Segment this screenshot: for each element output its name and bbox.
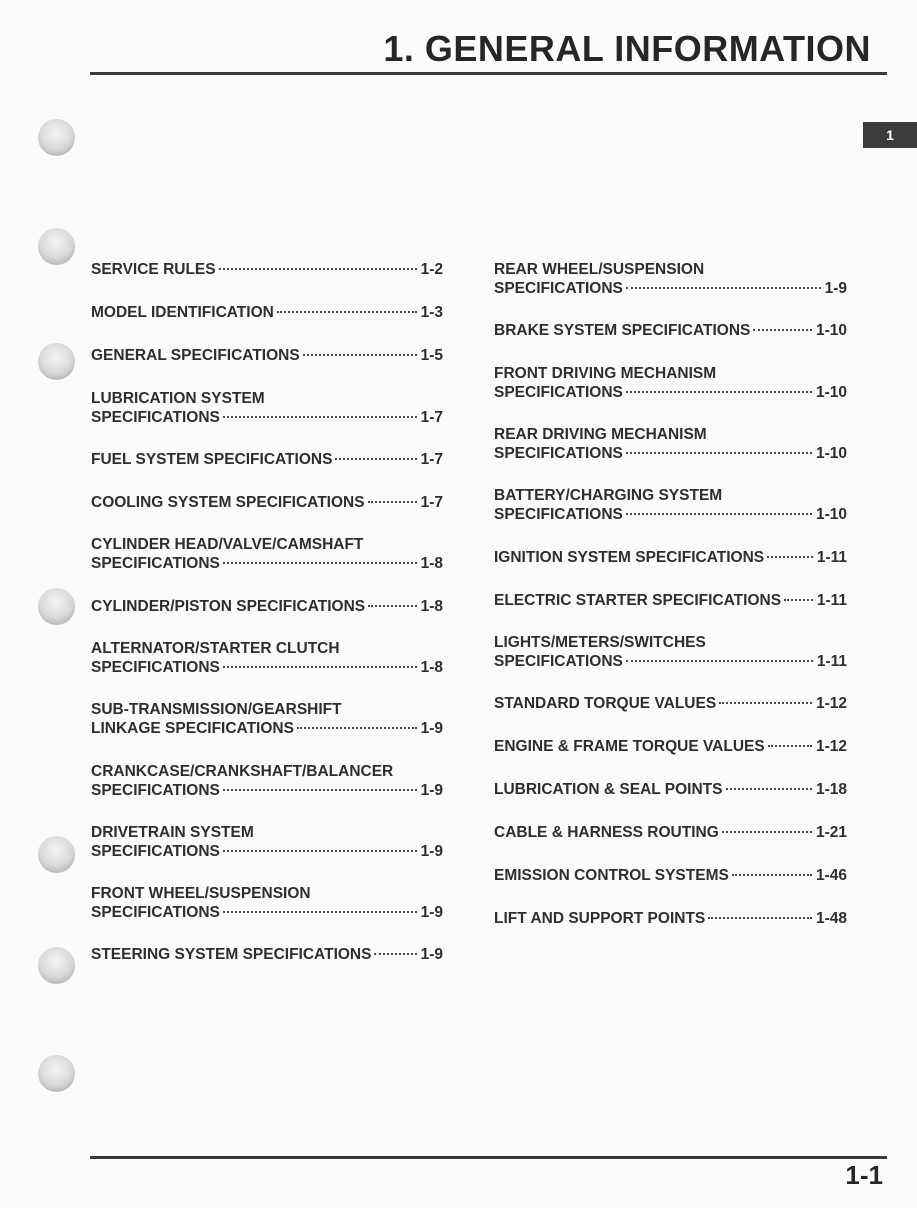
toc-entry-label-line1: ALTERNATOR/STARTER CLUTCH xyxy=(91,640,340,657)
toc-entry-page: 1-8 xyxy=(420,598,443,615)
toc-entry-page: 1-9 xyxy=(420,904,443,921)
toc-entry-label: EMISSION CONTROL SYSTEMS xyxy=(494,867,729,884)
toc-entry-page: 1-3 xyxy=(420,304,443,321)
toc-entry-crankcase[interactable] xyxy=(91,762,443,800)
toc-entry-page: 1-8 xyxy=(420,659,443,676)
toc-entry-page: 1-46 xyxy=(815,867,847,884)
toc-entry-emission-control[interactable] xyxy=(494,866,847,885)
toc-entry-cooling-system[interactable] xyxy=(91,493,443,512)
toc-entry-general-specifications[interactable] xyxy=(91,346,443,365)
toc-entry-standard-torque[interactable] xyxy=(494,694,847,713)
toc-entry-page: 1-7 xyxy=(420,494,443,511)
leader-dots xyxy=(753,329,812,331)
section-tab: 1 xyxy=(863,122,917,148)
toc-entry-label: SERVICE RULES xyxy=(91,261,216,278)
toc-entry-label: SPECIFICATIONS xyxy=(91,409,220,426)
toc-entry-label: SPECIFICATIONS xyxy=(494,445,623,462)
toc-entry-page: 1-9 xyxy=(420,946,443,963)
toc-entry-lubrication-seal[interactable] xyxy=(494,780,847,799)
toc-entry-label-line1: FRONT WHEEL/SUSPENSION xyxy=(91,885,311,902)
toc-entry-page: 1-9 xyxy=(420,782,443,799)
toc-entry-page: 1-10 xyxy=(815,445,847,462)
toc-entry-label: ENGINE & FRAME TORQUE VALUES xyxy=(494,738,765,755)
toc-entry-label: SPECIFICATIONS xyxy=(91,782,220,799)
toc-entry-lift-support[interactable] xyxy=(494,909,847,928)
table-of-contents xyxy=(0,258,917,978)
toc-entry-service-rules[interactable] xyxy=(91,260,443,279)
leader-dots xyxy=(626,513,812,515)
toc-entry-page: 1-18 xyxy=(815,781,847,798)
toc-entry-label: CABLE & HARNESS ROUTING xyxy=(494,824,719,841)
toc-entry-drivetrain[interactable] xyxy=(91,823,443,861)
toc-entry-model-identification[interactable] xyxy=(91,303,443,322)
toc-entry-page: 1-9 xyxy=(824,280,847,297)
page-title: 1. GENERAL INFORMATION xyxy=(383,28,871,69)
page-number: 1-1 xyxy=(845,1160,883,1190)
toc-entry-page: 1-21 xyxy=(815,824,847,841)
toc-entry-fuel-system[interactable] xyxy=(91,450,443,469)
toc-entry-label: SPECIFICATIONS xyxy=(91,904,220,921)
toc-entry-front-driving[interactable] xyxy=(494,364,847,402)
toc-entry-label-line1: LUBRICATION SYSTEM xyxy=(91,390,265,407)
toc-entry-page: 1-10 xyxy=(815,384,847,401)
toc-entry-page: 1-8 xyxy=(420,555,443,572)
toc-entry-label-line1: CYLINDER HEAD/VALVE/CAMSHAFT xyxy=(91,536,364,553)
toc-entry-label: MODEL IDENTIFICATION xyxy=(91,304,274,321)
leader-dots xyxy=(732,874,812,876)
binder-hole-icon xyxy=(38,119,75,156)
toc-entry-page: 1-12 xyxy=(815,738,847,755)
leader-dots xyxy=(784,599,813,601)
leader-dots xyxy=(368,605,416,607)
leader-dots xyxy=(223,789,417,791)
toc-entry-page: 1-7 xyxy=(420,451,443,468)
toc-entry-alternator[interactable] xyxy=(91,639,443,677)
toc-entry-label: ELECTRIC STARTER SPECIFICATIONS xyxy=(494,592,782,609)
leader-dots xyxy=(223,416,417,418)
leader-dots xyxy=(303,354,417,356)
leader-dots xyxy=(368,501,417,503)
leader-dots xyxy=(223,562,417,564)
toc-entry-page: 1-5 xyxy=(420,347,443,364)
leader-dots xyxy=(223,850,417,852)
leader-dots xyxy=(219,268,417,270)
leader-dots xyxy=(722,831,812,833)
toc-entry-page: 1-7 xyxy=(420,409,443,426)
toc-entry-electric-starter[interactable] xyxy=(494,591,847,610)
toc-entry-sub-transmission[interactable] xyxy=(91,700,443,738)
toc-entry-label: CYLINDER/PISTON SPECIFICATIONS xyxy=(91,598,366,615)
toc-entry-label: COOLING SYSTEM SPECIFICATIONS xyxy=(91,494,365,511)
toc-entry-cylinder-piston[interactable] xyxy=(91,597,443,616)
toc-entry-lubrication-system[interactable] xyxy=(91,389,443,427)
toc-entry-label: LIFT AND SUPPORT POINTS xyxy=(494,910,706,927)
leader-dots xyxy=(223,666,417,668)
toc-entry-front-wheel[interactable] xyxy=(91,884,443,922)
toc-entry-label: IGNITION SYSTEM SPECIFICATIONS xyxy=(494,549,765,566)
leader-dots xyxy=(277,311,417,313)
toc-entry-rear-driving[interactable] xyxy=(494,425,847,463)
toc-entry-page: 1-10 xyxy=(815,506,847,523)
toc-entry-label: SPECIFICATIONS xyxy=(91,843,220,860)
toc-entry-ignition-system[interactable] xyxy=(494,548,847,567)
toc-entry-lights-meters[interactable] xyxy=(494,633,847,671)
toc-entry-page: 1-11 xyxy=(816,549,847,566)
toc-entry-label-line1: LIGHTS/METERS/SWITCHES xyxy=(494,634,706,651)
toc-entry-label-line1: FRONT DRIVING MECHANISM xyxy=(494,365,717,382)
toc-entry-label-line1: CRANKCASE/CRANKSHAFT/BALANCER xyxy=(91,763,394,780)
leader-dots xyxy=(626,452,812,454)
toc-entry-battery-charging[interactable] xyxy=(494,486,847,524)
toc-entry-page: 1-12 xyxy=(815,695,847,712)
toc-entry-label: SPECIFICATIONS xyxy=(494,280,623,297)
leader-dots xyxy=(223,911,417,913)
toc-entry-label: LUBRICATION & SEAL POINTS xyxy=(494,781,723,798)
toc-entry-label: LINKAGE SPECIFICATIONS xyxy=(91,720,294,737)
toc-entry-brake-system[interactable] xyxy=(494,321,847,340)
leader-dots xyxy=(726,788,812,790)
toc-entry-label: SPECIFICATIONS xyxy=(494,384,623,401)
toc-entry-label: STANDARD TORQUE VALUES xyxy=(494,695,717,712)
toc-entry-page: 1-9 xyxy=(420,720,443,737)
leader-dots xyxy=(626,660,813,662)
toc-entry-engine-frame-torque[interactable] xyxy=(494,737,847,756)
toc-entry-label-line1: REAR DRIVING MECHANISM xyxy=(494,426,707,443)
leader-dots xyxy=(708,917,812,919)
leader-dots xyxy=(297,727,417,729)
title-divider xyxy=(90,72,887,75)
toc-entry-cylinder-head[interactable] xyxy=(91,535,443,573)
leader-dots xyxy=(768,745,812,747)
toc-entry-label: SPECIFICATIONS xyxy=(494,506,623,523)
toc-entry-cable-harness[interactable] xyxy=(494,823,847,842)
leader-dots xyxy=(626,287,821,289)
toc-entry-page: 1-9 xyxy=(420,843,443,860)
toc-entry-label-line1: DRIVETRAIN SYSTEM xyxy=(91,824,254,841)
toc-entry-page: 1-48 xyxy=(815,910,847,927)
leader-dots xyxy=(719,702,812,704)
leader-dots xyxy=(374,953,416,955)
toc-entry-label: GENERAL SPECIFICATIONS xyxy=(91,347,300,364)
toc-entry-page: 1-10 xyxy=(815,322,847,339)
footer-divider xyxy=(90,1156,887,1159)
toc-entry-label-line1: SUB-TRANSMISSION/GEARSHIFT xyxy=(91,701,342,718)
toc-entry-label-line1: REAR WHEEL/SUSPENSION xyxy=(494,261,705,278)
toc-entry-page: 1-11 xyxy=(816,592,847,609)
toc-entry-rear-wheel[interactable] xyxy=(494,260,847,298)
binder-hole-icon xyxy=(38,1055,75,1092)
toc-entry-label: STEERING SYSTEM SPECIFICATIONS xyxy=(91,946,372,963)
toc-entry-label-line1: BATTERY/CHARGING SYSTEM xyxy=(494,487,723,504)
toc-entry-page: 1-2 xyxy=(420,261,443,278)
toc-entry-steering-system[interactable] xyxy=(91,945,443,964)
toc-entry-label: SPECIFICATIONS xyxy=(91,659,220,676)
leader-dots xyxy=(626,391,812,393)
toc-entry-label: FUEL SYSTEM SPECIFICATIONS xyxy=(91,451,333,468)
leader-dots xyxy=(767,556,813,558)
toc-entry-label: SPECIFICATIONS xyxy=(91,555,220,572)
toc-entry-label: SPECIFICATIONS xyxy=(494,653,623,670)
toc-entry-page: 1-11 xyxy=(816,653,847,670)
toc-entry-label: BRAKE SYSTEM SPECIFICATIONS xyxy=(494,322,751,339)
leader-dots xyxy=(335,458,416,460)
